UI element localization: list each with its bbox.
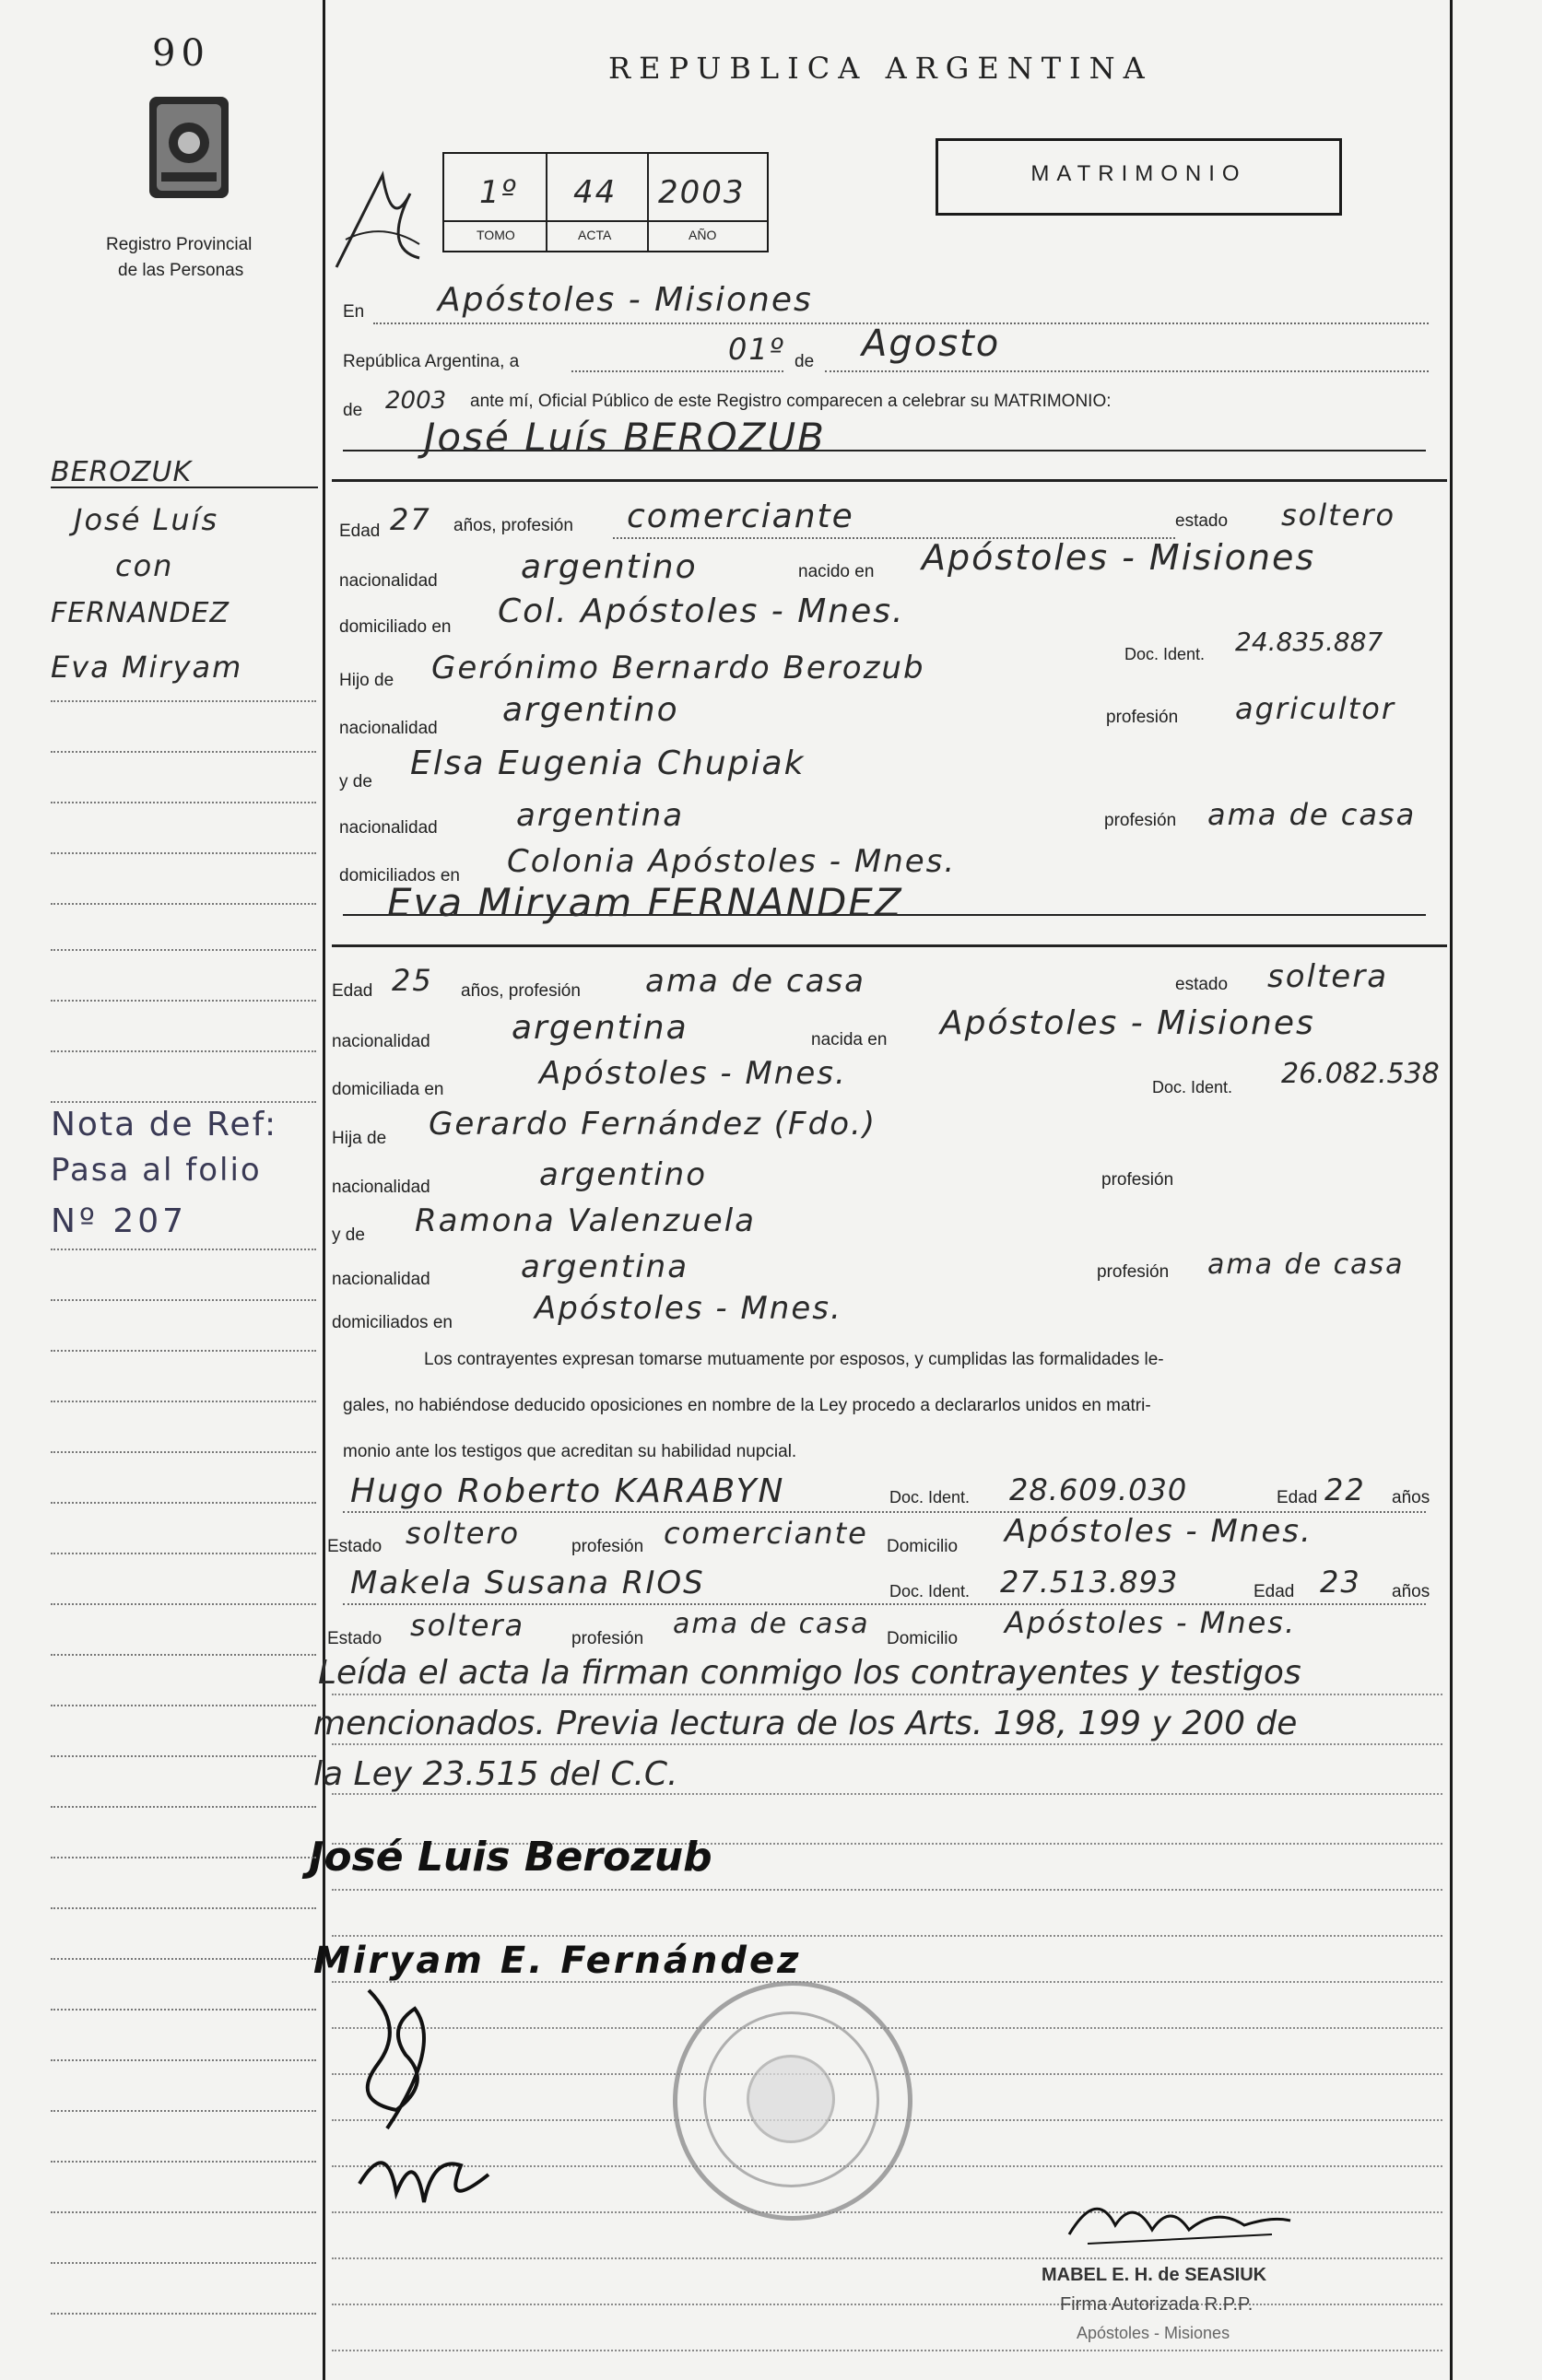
witness1-doc-label: Doc. Ident.: [889, 1488, 971, 1507]
bride-father-nat: argentino: [539, 1156, 707, 1193]
declaration-line-1: Los contrayentes expresan tomarse mutuamente por esposos, y cumplidas las formalidades le-: [424, 1350, 1164, 1369]
bride-nacionalidad-label: nacionalidad: [332, 1032, 430, 1051]
groom-father: Gerónimo Bernardo Berozub: [431, 650, 925, 686]
intro-statement: ante mí, Oficial Público de este Registro comparecen a celebrar su MATRIMONIO:: [470, 392, 1112, 411]
groom-parents-dom-label: domiciliados en: [339, 866, 460, 885]
bride-father-prof-label: profesión: [1101, 1170, 1174, 1190]
margin-bride-surname: FERNANDEZ: [51, 597, 230, 629]
bride-estado-label: estado: [1175, 975, 1229, 994]
country-title: REPUBLICA ARGENTINA: [608, 51, 1153, 86]
witness2-estado-label: Estado: [327, 1629, 383, 1648]
tomo-value: 1º: [479, 174, 518, 211]
closing-line-3: la Ley 23.515 del C.C.: [313, 1755, 678, 1793]
groom-mother-prof-label: profesión: [1104, 811, 1177, 830]
month-value: Agosto: [862, 322, 1001, 365]
groom-mother-prof: ama de casa: [1207, 797, 1417, 832]
groom-doc-label: Doc. Ident.: [1124, 645, 1206, 663]
groom-address: Col. Apóstoles - Mnes.: [498, 592, 905, 630]
bride-mother-prof-label: profesión: [1097, 1262, 1170, 1282]
bride-name: Eva Miryam FERNANDEZ: [387, 880, 903, 925]
groom-estado: soltero: [1281, 498, 1396, 533]
groom-domiciliado-label: domiciliado en: [339, 617, 452, 637]
margin-ref-line-1: Nota de Ref:: [51, 1106, 278, 1143]
groom-nacionalidad-label: nacionalidad: [339, 571, 438, 591]
witness1-estado: soltero: [406, 1516, 521, 1551]
groom-nationality: argentino: [521, 548, 698, 586]
witness2-domicilio-label: Domicilio: [887, 1629, 959, 1648]
witness2-profession: ama de casa: [673, 1608, 870, 1640]
official-place: Apóstoles - Misiones: [1077, 2324, 1230, 2342]
witness2-doc: 27.513.893: [1000, 1565, 1179, 1600]
bride-address: Apóstoles - Mnes.: [539, 1055, 847, 1092]
acta-label: ACTA: [578, 228, 612, 242]
en-label: En: [343, 302, 365, 322]
day-dotted-line: [571, 370, 783, 372]
bride-nationality: argentina: [512, 1009, 689, 1047]
witness1-age: 22: [1324, 1472, 1366, 1507]
bride-birthplace: Apóstoles - Misiones: [940, 1004, 1315, 1042]
right-page-border: [1450, 0, 1453, 2380]
witness2-domicilio: Apóstoles - Mnes.: [1005, 1605, 1297, 1640]
bride-doc-label: Doc. Ident.: [1152, 1078, 1233, 1096]
groom-mother-nat: argentina: [516, 797, 685, 834]
bride-mother: Ramona Valenzuela: [415, 1202, 756, 1239]
witness2-estado: soltera: [410, 1608, 525, 1643]
witness1-doc: 28.609.030: [1009, 1472, 1188, 1507]
groom-hijo-label: Hijo de: [339, 671, 394, 690]
bride-father: Gerardo Fernández (Fdo.): [429, 1106, 877, 1143]
witness1-domicilio: Apóstoles - Mnes.: [1005, 1513, 1312, 1550]
bride-age: 25: [392, 963, 433, 998]
registry-name: Registro Provincial: [106, 235, 253, 254]
groom-profesion-label: años, profesión: [453, 516, 573, 535]
closing-line-2: mencionados. Previa lectura de los Arts. 198, 199 y 200 de: [313, 1705, 1298, 1742]
groom-section-line: [332, 479, 1447, 482]
groom-estado-label: estado: [1175, 511, 1229, 531]
registry-name-2: de las Personas: [118, 261, 244, 280]
ano-value: 2003: [658, 174, 746, 211]
bride-yde-label: y de: [332, 1225, 365, 1245]
signature-groom: José Luis Berozub: [309, 1834, 712, 1881]
year-value: 2003: [385, 387, 447, 415]
groom-yde-label: y de: [339, 772, 372, 791]
emblem-icon: [138, 88, 240, 207]
witness2-age: 23: [1320, 1565, 1361, 1600]
initials-scribble-icon: [327, 157, 429, 286]
document-type-box: [936, 138, 1342, 216]
bride-domiciliada-label: domiciliada en: [332, 1080, 444, 1099]
official-name: MABEL E. H. de SEASIUK: [1042, 2265, 1267, 2285]
groom-doc: 24.835.887: [1235, 627, 1383, 657]
groom-nacido-label: nacido en: [798, 562, 875, 581]
acta-value: 44: [573, 174, 618, 211]
republica-label: República Argentina, a: [343, 352, 520, 371]
official-signature-scribble-icon: [1060, 2179, 1300, 2253]
bride-mother-prof: ama de casa: [1207, 1249, 1405, 1281]
month-dotted-line: [825, 370, 1429, 372]
declaration-line-3: monio ante los testigos que acreditan su habilidad nupcial.: [343, 1442, 797, 1461]
witness1-name: Hugo Roberto KARABYN: [350, 1472, 785, 1510]
groom-birthplace: Apóstoles - Misiones: [922, 537, 1316, 578]
witness2-name: Makela Susana RIOS: [350, 1565, 705, 1601]
groom-father-nat: argentino: [502, 691, 679, 729]
signature-bride: Miryam E. Fernández: [313, 1940, 802, 1982]
registry-emblem: [138, 88, 240, 207]
groom-father-nat-label: nacionalidad: [339, 719, 438, 738]
de2-label: de: [343, 401, 363, 420]
margin-surname: BEROZUK: [51, 456, 193, 488]
day-value: 01º: [728, 332, 785, 367]
witness1-estado-label: Estado: [327, 1537, 383, 1556]
bride-mother-nat-label: nacionalidad: [332, 1270, 430, 1289]
witness1-profesion-label: profesión: [571, 1537, 644, 1556]
place-value: Apóstoles - Misiones: [438, 281, 813, 319]
witness1-anos-label: años: [1392, 1488, 1430, 1507]
official-seal-stamp: [673, 1981, 912, 2221]
margin-given-name: José Luís: [74, 502, 219, 537]
bride-mother-nat: argentina: [521, 1249, 689, 1285]
bride-parents-dom-label: domiciliados en: [332, 1313, 453, 1332]
groom-father-prof-label: profesión: [1106, 708, 1179, 727]
bride-profesion-label: años, profesión: [461, 981, 581, 1001]
tomo-label: TOMO: [477, 228, 515, 242]
witness2-edad-label: Edad: [1254, 1582, 1295, 1601]
witness2-doc-label: Doc. Ident.: [889, 1582, 971, 1600]
groom-parents-dom: Colonia Apóstoles - Mnes.: [507, 843, 957, 880]
margin-ref-line-2: Pasa al folio: [51, 1152, 262, 1189]
declaration-line-2: gales, no habiéndose deducido oposiciones en nombre de la Ley procedo a declararlos unidos en matri-: [343, 1396, 1151, 1415]
document-type: MATRIMONIO: [1030, 161, 1247, 186]
witness2-profesion-label: profesión: [571, 1629, 644, 1648]
closing-line-1: Leída el acta la firman conmigo los contrayentes y testigos: [318, 1654, 1301, 1692]
bride-doc: 26.082.538: [1281, 1058, 1440, 1090]
witness1-edad-label: Edad: [1277, 1488, 1318, 1507]
witness1-profession: comerciante: [664, 1516, 868, 1551]
witness2-anos-label: años: [1392, 1582, 1430, 1601]
margin-bride-name: Eva Miryam: [51, 650, 243, 685]
page-number: 90: [152, 32, 210, 75]
bride-edad-label: Edad: [332, 981, 373, 1001]
bride-profession: ama de casa: [645, 963, 865, 1000]
official-title: Firma Autorizada R.P.P.: [1060, 2294, 1254, 2315]
index-box: [442, 152, 769, 252]
bride-hija-label: Hija de: [332, 1129, 387, 1148]
witness-signature-scribble-icon: [332, 1972, 535, 2248]
witness1-domicilio-label: Domicilio: [887, 1537, 959, 1556]
groom-mother-nat-label: nacionalidad: [339, 818, 438, 838]
bride-father-nat-label: nacionalidad: [332, 1178, 430, 1197]
bride-section-line: [332, 944, 1447, 947]
groom-profession: comerciante: [627, 498, 854, 535]
de-label: de: [795, 352, 815, 371]
groom-name: José Luís BEROZUB: [424, 415, 826, 460]
margin-ref-line-3: Nº 207: [51, 1202, 188, 1240]
groom-mother: Elsa Eugenia Chupiak: [410, 744, 806, 782]
bride-estado: soltera: [1267, 958, 1389, 995]
groom-father-prof: agricultor: [1235, 691, 1396, 726]
margin-con: con: [115, 548, 174, 583]
groom-edad-label: Edad: [339, 522, 381, 541]
ano-label: AÑO: [689, 228, 717, 242]
bride-nacida-label: nacida en: [811, 1030, 888, 1049]
bride-parents-dom: Apóstoles - Mnes.: [535, 1290, 842, 1327]
left-margin-border: [323, 0, 325, 2380]
groom-age: 27: [390, 502, 431, 537]
